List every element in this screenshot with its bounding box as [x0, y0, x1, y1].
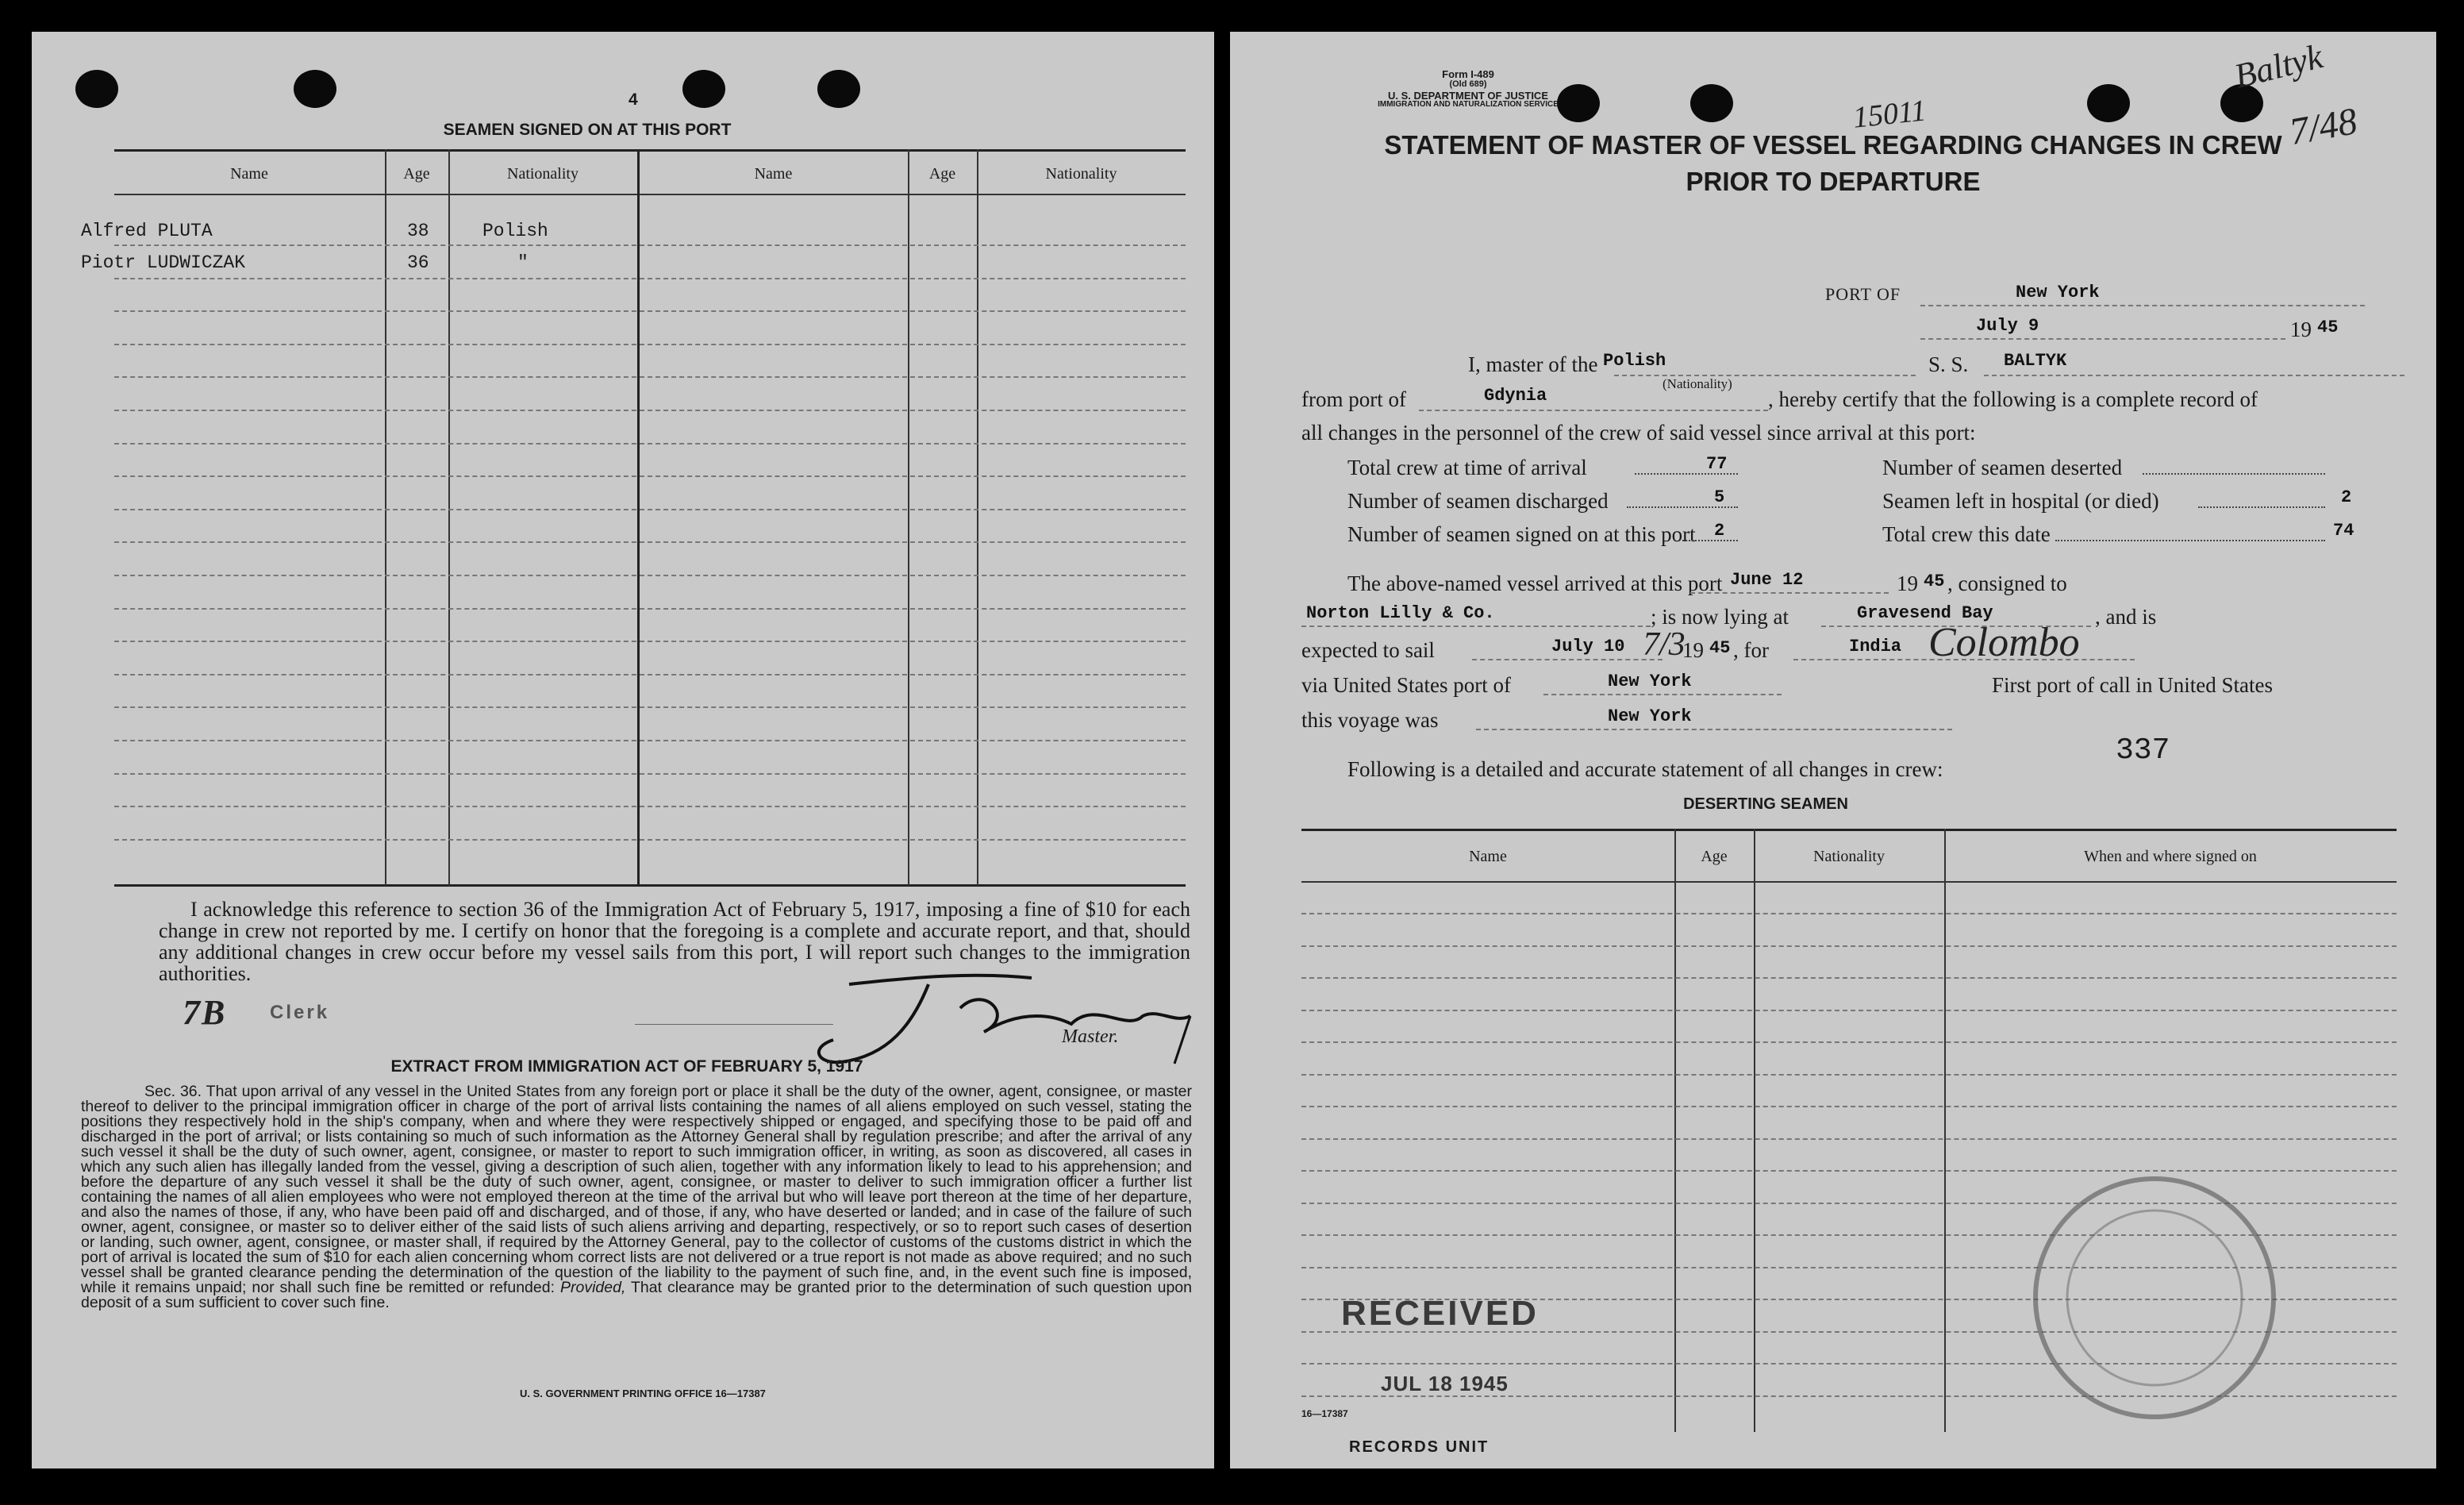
first-call-label: First port of call in United States — [1992, 673, 2273, 697]
column-header-age: Age — [403, 165, 430, 183]
and-is-label: , and is — [2095, 605, 2157, 629]
discharged-label: Number of seamen discharged — [1347, 489, 1609, 513]
total-crew-arrival-value: 77 — [1706, 454, 1728, 474]
table-row-line — [114, 278, 1186, 279]
hospital-value: 2 — [2341, 487, 2352, 507]
column-header-nationality: Nationality — [507, 165, 579, 183]
table-row-age: 38 — [407, 221, 429, 241]
ss-label: S. S. — [1928, 352, 1969, 376]
table-row-line — [1301, 1010, 2397, 1011]
sail-year-prefix: 19 — [1682, 638, 1704, 662]
nationality-value: Polish — [1603, 351, 1666, 371]
column-header-name: Name — [1469, 848, 1507, 865]
clerk-initials: 7B — [183, 993, 227, 1032]
table-row-line — [114, 443, 1186, 445]
column-header-age: Age — [1701, 848, 1728, 865]
via-port-value: New York — [1608, 672, 1692, 691]
seal-stamp — [2024, 1167, 2285, 1429]
table-row-line — [114, 575, 1186, 576]
expected-label: expected to sail — [1301, 638, 1435, 662]
punch-hole — [817, 70, 860, 108]
agency-sub: IMMIGRATION AND NATURALIZATION SERVICE — [1378, 100, 1559, 109]
port-value: New York — [2016, 283, 2100, 302]
year-prefix: 19 — [2290, 318, 2312, 341]
following-text: Following is a detailed and accurate statement of all changes in crew: — [1347, 757, 1943, 781]
total-crew-date-value: 74 — [2333, 521, 2354, 541]
handwritten-number: 15011 — [1851, 94, 1928, 135]
table-row-line — [1301, 913, 2397, 914]
lying-at-value: Gravesend Bay — [1857, 603, 1993, 623]
section-tail: That clearance may be granted prior to the determination of such question upon deposit of a sum sufficient to cover such fine. — [81, 1279, 1192, 1311]
table-row-nationality: Polish — [482, 221, 548, 241]
form-title: STATEMENT OF MASTER OF VESSEL REGARDING CHANGES IN CREW — [1384, 130, 2282, 160]
total-crew-date-label: Total crew this date — [1882, 522, 2051, 546]
section-label: Sec. 36. — [144, 1083, 202, 1100]
deserting-title: DESERTING SEAMEN — [1683, 795, 1848, 813]
table-row-line — [1301, 945, 2397, 947]
form-number: Form I-489 — [1442, 68, 1494, 80]
master-signature — [794, 968, 1214, 1072]
master-of-label: I, master of the — [1468, 352, 1598, 376]
column-header-nationality: Nationality — [1813, 848, 1885, 865]
section-provided: Provided, — [559, 1279, 626, 1296]
signed-on-value: 2 — [1714, 521, 1725, 541]
arrived-date: June 12 — [1730, 570, 1804, 590]
discharged-value: 5 — [1714, 487, 1725, 507]
table-row-line — [114, 674, 1186, 676]
table-row-line — [114, 641, 1186, 642]
table-row-line — [1301, 1106, 2397, 1107]
table-row-name: Piotr LUDWICZAK — [81, 252, 246, 273]
master-label: Master. — [1062, 1026, 1119, 1047]
received-date: JUL 18 1945 — [1381, 1372, 1509, 1395]
sail-date-value: July 10 — [1551, 637, 1625, 656]
voyage-port-value: New York — [1608, 706, 1692, 726]
table-row-line — [114, 706, 1186, 708]
lying-label: ; is now lying at — [1651, 605, 1789, 629]
voyage-label: this voyage was — [1301, 708, 1439, 732]
hospital-label: Seamen left in hospital (or died) — [1882, 489, 2159, 513]
punch-hole — [75, 70, 118, 108]
stamp-number: 337 — [2116, 733, 2170, 768]
destination-value: India — [1849, 637, 1902, 656]
handwritten-corner: Baltyk — [2230, 37, 2327, 96]
column-header-nationality: Nationality — [1045, 165, 1117, 183]
port-label: PORT OF — [1825, 284, 1901, 304]
table-row-line — [114, 310, 1186, 312]
table-row-line — [114, 740, 1186, 741]
arrived-label: The above-named vessel arrived at this port — [1347, 572, 1723, 595]
from-port-value: Gdynia — [1484, 386, 1547, 406]
table-row-nationality: " — [517, 252, 529, 273]
vessel-value: BALTYK — [2004, 351, 2067, 371]
total-crew-arrival-label: Total crew at time of arrival — [1347, 456, 1587, 479]
table-row-line — [114, 839, 1186, 841]
column-header-name: Name — [754, 165, 793, 183]
column-header-age: Age — [928, 165, 956, 183]
from-port-label: from port of — [1301, 387, 1406, 411]
destination-handwritten: Colombo — [1928, 620, 2080, 665]
table-row-line — [114, 376, 1186, 378]
sail-date-handwritten: 7/3 — [1643, 626, 1686, 663]
sail-year-suffix: 45 — [1709, 638, 1731, 658]
left-page — [32, 32, 1214, 1468]
table-row-line — [114, 410, 1186, 411]
year-suffix: 45 — [2317, 318, 2339, 337]
date-value: July 9 — [1976, 316, 2039, 336]
arrived-year-prefix: 19 — [1897, 572, 1918, 595]
punch-hole — [294, 70, 336, 108]
arrived-year-suffix: 45 — [1924, 572, 1945, 591]
table-row-line — [114, 344, 1186, 345]
table-row-line — [114, 244, 1186, 246]
table-row-line — [114, 806, 1186, 807]
punch-hole — [682, 70, 725, 108]
table-row-line — [114, 475, 1186, 477]
extract-title: EXTRACT FROM IMMIGRATION ACT OF FEBRUARY 5, 1917 — [390, 1057, 863, 1076]
table-row-line — [1301, 1138, 2397, 1140]
clerk-stamp: Clerk — [270, 1002, 330, 1023]
for-label: , for — [1733, 638, 1769, 662]
form-subtitle: PRIOR TO DEPARTURE — [1686, 167, 1981, 196]
page-title: SEAMEN SIGNED ON AT THIS PORT — [443, 121, 732, 139]
table-row-line — [114, 509, 1186, 510]
records-unit: RECORDS UNIT — [1349, 1438, 1490, 1456]
received-stamp: RECEIVED — [1341, 1294, 1539, 1333]
form-code: 16—17387 — [1301, 1408, 1348, 1419]
page-number: 4 — [628, 90, 638, 109]
table-row-line — [1301, 977, 2397, 979]
deserted-label: Number of seamen deserted — [1882, 456, 2123, 479]
column-header-signed-on: When and where signed on — [2084, 848, 2257, 865]
table-row-line — [114, 608, 1186, 610]
punch-hole — [1690, 84, 1733, 122]
signed-on-label: Number of seamen signed on at this port — [1347, 522, 1696, 546]
column-header-name: Name — [230, 165, 268, 183]
via-label: via United States port of — [1301, 673, 1511, 697]
table-row-line — [1301, 1041, 2397, 1043]
section-36-text — [81, 1084, 1192, 1311]
table-row-line — [114, 541, 1186, 543]
nationality-caption: (Nationality) — [1663, 376, 1732, 391]
table-row-line — [114, 773, 1186, 775]
handwritten-corner-date: 7/48 — [2286, 99, 2361, 154]
form-old-number: (Old 689) — [1449, 79, 1487, 89]
table-row-name: Alfred PLUTA — [81, 221, 213, 241]
punch-hole — [2087, 84, 2130, 122]
agency: U. S. DEPARTMENT OF JUSTICE — [1388, 90, 1548, 102]
printing-office: U. S. GOVERNMENT PRINTING OFFICE 16—17387 — [520, 1388, 766, 1399]
right-page — [1230, 32, 2436, 1468]
certify-text: , hereby certify that the following is a complete record of — [1768, 387, 2258, 411]
consignee-value: Norton Lilly & Co. — [1306, 603, 1495, 623]
certify-text-2: all changes in the personnel of the crew of said vessel since arrival at this port: — [1301, 421, 1976, 445]
section-body: That upon arrival of any vessel in the United States from any foreign port or place it shall be the duty of the owner, agent, consignee, or master thereof to deliver to the principal immigration officer in charge of the port of arrival lists containing the names of all aliens employed on such vessel, stating the positions they respectively hold in the ship's company, when and where they were respectively shipped or engaged, and specifying those to be paid off and discharged in the port of arrival; or lists containing so much of such information as the Attorney General shall by regulation prescribe; and after the arrival of any such vessel it shall be the duty of such owner, agent, consignee, or master to report to such immigration officer, in writing, as soon as discovered, all cases in which any such alien has illegally landed from the vessel, giving a description of such alien, together with any information likely to lead to his apprehension; and before the departure of any such vessel it shall be the duty of such owner, agent, consignee, or master to deliver to such immigration officer a further list containing the names of all alien employees who were not employed thereon at the time of the arrival but who will leave port thereon at the time of her departure, and also the names of those, if any, who have been paid off and discharged, and of those, if any, who have deserted or landed; and in case of the failure of such owner, agent, consignee, or master so to deliver either of the said lists of such aliens arriving and departing, respectively, or so to report such cases of desertion or landing, such owner, agent, consignee, or master shall, if required by the Attorney General, pay to the collector of customs of the customs district in which the port of arrival is located the sum of $10 for each alien concerning whom correct lists are not delivered or a true report is not made as above required; and no such vessel shall be granted clearance pending the determination of the question of the liability to the payment of such fine, and, in the event such fine is imposed, while it remains unpaid; nor shall such fine be remitted or refunded: — [81, 1083, 1192, 1296]
acknowledgement-text: I acknowledge this reference to section 36 of the Immigration Act of February 5, 1917, imposing a fine of $10 for each change in crew not reported by me. I certify on honor that the foregoing is a complete and accurate report, and that, should any additional changes in crew occur before my vessel sails from this port, I will report such changes to the immigration authorities. — [159, 898, 1190, 985]
table-row-line — [1301, 1074, 2397, 1076]
table-row-age: 36 — [407, 252, 429, 273]
consigned-label: , consigned to — [1947, 572, 2067, 595]
